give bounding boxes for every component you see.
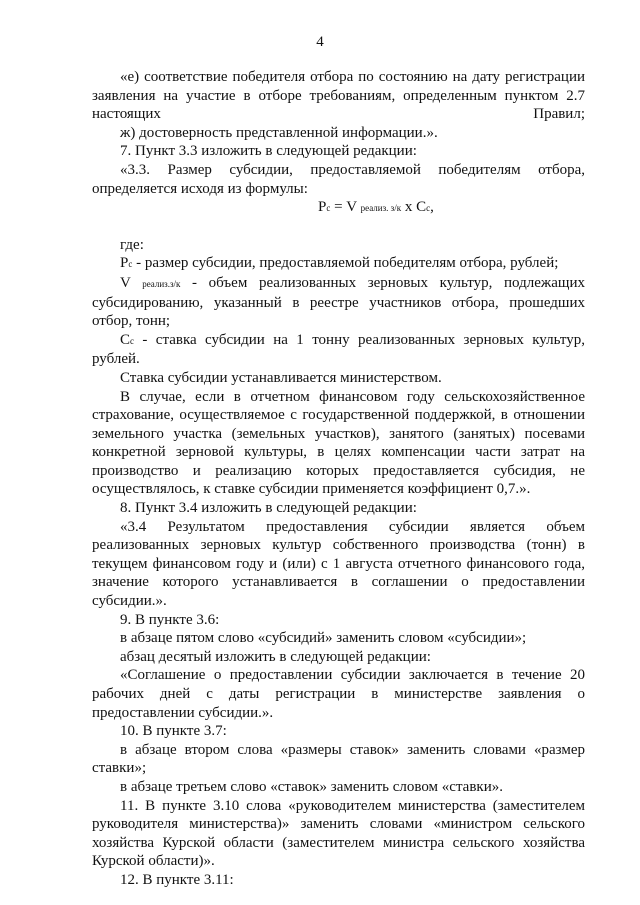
def-symbol: С [120, 331, 131, 348]
paragraph: 10. В пункте 3.7: [120, 723, 227, 740]
paragraph: 12. В пункте 3.11: [120, 871, 234, 888]
definition-item [92, 274, 585, 331]
def-text: - ставка субсидии на 1 тонну реализованных зерновых культур, рублей. [92, 331, 585, 368]
def-symbol-sub: реализ.з/к [142, 278, 181, 289]
paragraph: 11. В пункте 3.10 слова «руководителем министерства (заместителем руководителя министерства)» заменить словами «министром сельского хозяйства Курской области (заместителем министра сельского хозяйства Курской области)». [92, 797, 585, 870]
paragraph: ж) достоверность представленной информации.». [120, 124, 438, 141]
paragraph: В случае, если в отчетном финансовом году сельскохозяйственное страхование, осуществляемое с государственной поддержкой, в отношении земельного участка (земельных участков), занятого (занятых) посевами конкретной зерновой культуры, в целях компенсации части затрат на производство и реализацию которых предоставляется субсидия, не осуществлялось, к ставке субсидии применяется коэффициент 0,7.». [92, 388, 585, 498]
page-number: 4 [316, 34, 324, 50]
formula-times: х С [401, 199, 427, 216]
where-label: где: [120, 236, 144, 253]
spacer [92, 218, 585, 236]
paragraph: в абзаце пятом слово «субсидий» заменить словом «субсидии»; [120, 630, 527, 647]
formula-lhs-sub: с [326, 203, 331, 214]
subsidy-formula [92, 198, 585, 218]
def-symbol: V [120, 274, 143, 291]
paragraph: «3.4 Результатом предоставления субсидии является объем реализованных зерновых культур собственного производства (тонн) в текущем финансовом году и (или) с 1 августа отчетного финансового года, значение которого устанавливается в соглашении о предоставлении субсидии.». [92, 518, 585, 610]
def-symbol: Р [120, 255, 129, 272]
paragraph: 7. Пункт 3.3 изложить в следующей редакции: [120, 143, 417, 160]
paragraph: 8. Пункт 3.4 изложить в следующей редакции: [120, 500, 417, 517]
def-symbol-sub: с [130, 335, 135, 346]
paragraph: 9. В пункте 3.6: [120, 611, 220, 628]
formula-lhs: Р [318, 199, 327, 216]
paragraph: «е) соответствие победителя отбора по состоянию на дату регистрации заявления на участие в отборе требованиям, определенным пунктом 2.7 настоящих Правил; [92, 69, 585, 123]
definition-item [92, 254, 585, 274]
paragraph: «Соглашение о предоставлении субсидии заключается в течение 20 рабочих дней с даты регистрации в министерстве заявления о предоставлении субсидии.». [92, 667, 585, 721]
paragraph: в абзаце втором слова «размеры ставок» заменить словами «размер ставки»; [92, 741, 585, 777]
paragraph: «3.3. Размер субсидии, предоставляемой победителям отбора, определяется исходя из формулы: [92, 161, 585, 197]
paragraph: в абзаце третьем слово «ставок» заменить словом «ставки». [120, 778, 503, 795]
paragraph: Ставка субсидии устанавливается министерством. [120, 369, 442, 386]
paragraph: абзац десятый изложить в следующей редакции: [120, 648, 431, 665]
def-symbol-sub: с [128, 259, 133, 270]
formula-v-sub: реализ. з/к [360, 203, 402, 214]
definition-item [92, 331, 585, 369]
formula-c-sub: с [426, 203, 431, 214]
formula-tail: , [430, 199, 434, 216]
document-body [92, 68, 585, 890]
def-text: - объем реализованных зерновых культур, подлежащих субсидированию, указанный в реестре участников отбора, прошедших отбор, тонн; [92, 274, 585, 330]
formula-eq: = V [330, 199, 361, 216]
def-text: - размер субсидии, предоставляемой победителям отбора, рублей; [132, 255, 559, 272]
